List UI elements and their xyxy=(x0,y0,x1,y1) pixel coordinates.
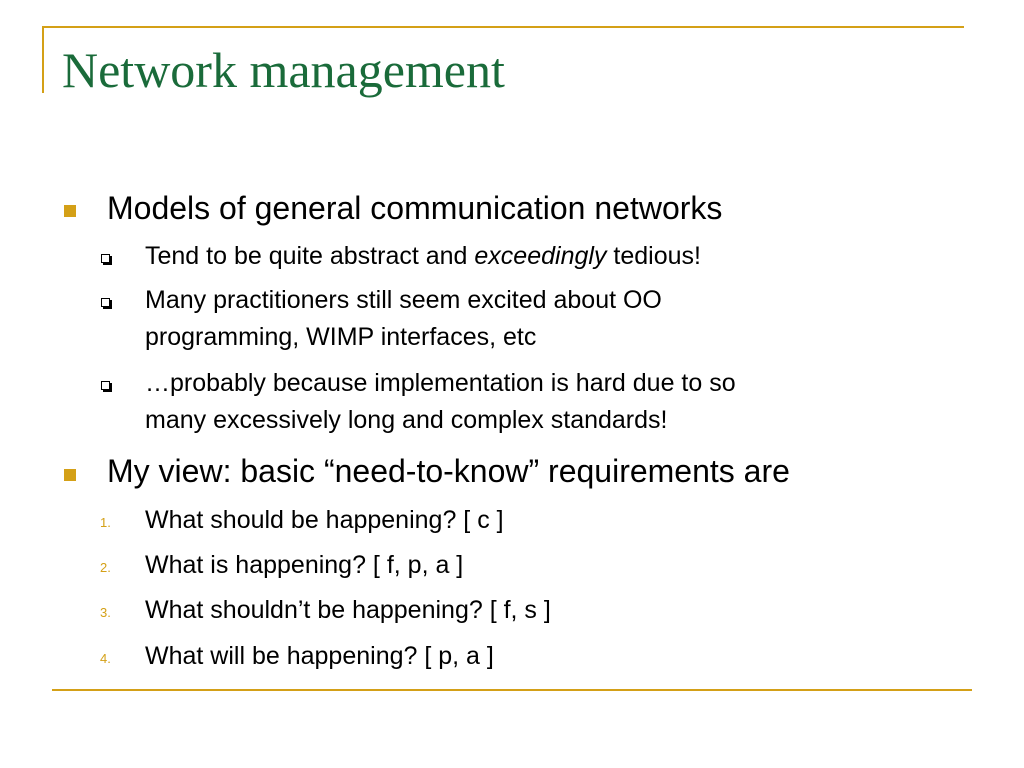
list-number: 4. xyxy=(100,651,111,666)
list-number: 2. xyxy=(100,560,111,575)
list-number: 3. xyxy=(100,605,111,620)
sub-bullet-implementation-line2: many excessively long and complex standards! xyxy=(145,406,668,434)
hollow-square-bullet-icon xyxy=(101,381,110,390)
sub-bullet-abstract-text-b: tedious! xyxy=(606,242,701,270)
list-item-will: What will be happening? [ p, a ] xyxy=(145,642,494,670)
square-bullet-icon xyxy=(64,469,76,481)
frame-top-rule xyxy=(42,26,964,28)
bullet-my-view: My view: basic “need-to-know” requirements are xyxy=(107,453,790,489)
sub-bullet-abstract-text-a: Tend to be quite abstract and xyxy=(145,242,475,270)
list-item-shouldnt: What shouldn’t be happening? [ f, s ] xyxy=(145,596,551,624)
list-item-is: What is happening? [ f, p, a ] xyxy=(145,551,464,579)
sub-bullet-practitioners-line1: Many practitioners still seem excited about OO xyxy=(145,286,662,314)
frame-left-rule xyxy=(42,26,44,93)
list-number: 1. xyxy=(100,515,111,530)
hollow-square-bullet-icon xyxy=(101,254,110,263)
sub-bullet-abstract-emphasis: exceedingly xyxy=(474,242,607,270)
sub-bullet-abstract xyxy=(145,238,701,274)
list-item-should: What should be happening? [ c ] xyxy=(145,506,504,534)
sub-bullet-implementation-line1: …probably because implementation is hard due to so xyxy=(145,369,736,397)
square-bullet-icon xyxy=(64,205,76,217)
hollow-square-bullet-icon xyxy=(101,298,110,307)
bullet-models: Models of general communication networks xyxy=(107,190,723,226)
sub-bullet-practitioners-line2: programming, WIMP interfaces, etc xyxy=(145,323,537,351)
slide-title: Network management xyxy=(62,42,505,98)
frame-bottom-rule xyxy=(52,689,972,691)
